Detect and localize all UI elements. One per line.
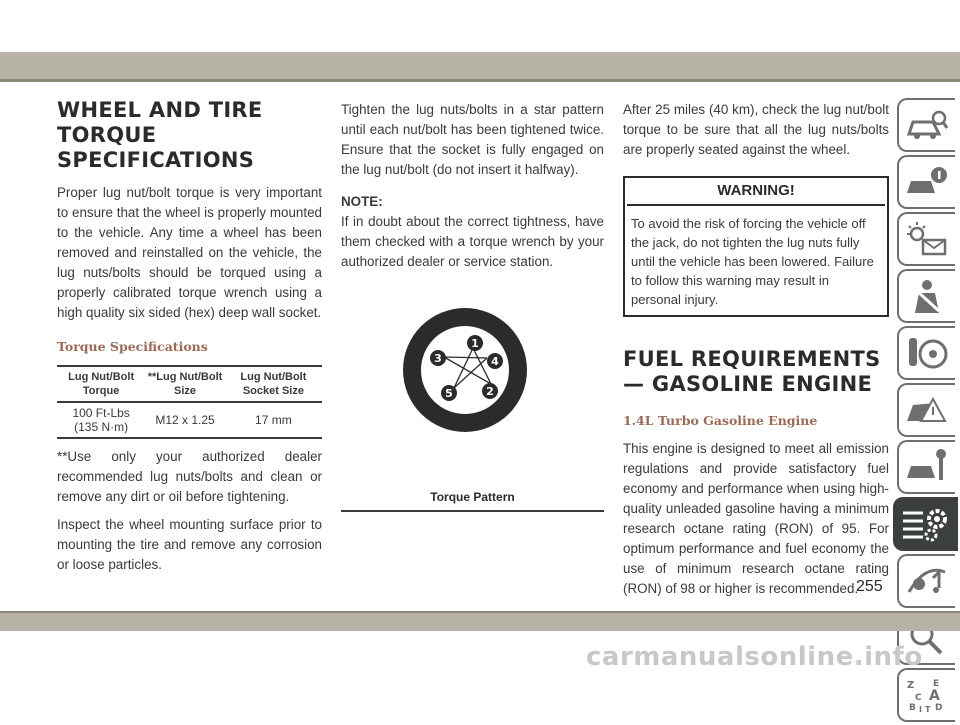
torque-pattern-figure <box>341 290 604 512</box>
tab-car-search[interactable] <box>897 98 955 152</box>
svg-text:3: 3 <box>434 352 442 365</box>
seatbelt-icon <box>905 277 949 315</box>
lug-bolt-1 <box>467 335 483 351</box>
table-cell: 17 mm <box>225 402 322 438</box>
note-label: NOTE: <box>341 194 383 209</box>
wheel-torque-diagram <box>341 290 604 480</box>
lug-bolt-5 <box>441 385 457 401</box>
steering-wheel-icon <box>905 334 949 372</box>
lug-bolt-4 <box>487 353 503 369</box>
svg-text:1: 1 <box>471 337 479 350</box>
svg-text:C: C <box>915 693 922 703</box>
tab-car-info[interactable] <box>897 155 955 209</box>
top-band-line <box>0 79 960 82</box>
svg-text:D: D <box>935 703 943 713</box>
table-cell: 100 Ft-Lbs (135 N·m) <box>57 402 145 438</box>
column-middle <box>341 100 604 280</box>
table-header-row <box>57 366 322 402</box>
alphabet-index-icon <box>905 676 949 714</box>
section-title-torque: WHEEL AND TIRE TORQUE SPECIFICATIONS <box>57 98 263 172</box>
tab-warning-lights[interactable] <box>897 212 955 266</box>
torque-spec-table <box>57 365 322 439</box>
table-cell: M12 x 1.25 <box>145 402 225 438</box>
column-right <box>623 100 889 607</box>
svg-text:T: T <box>925 705 931 714</box>
svg-text:I: I <box>919 705 922 714</box>
car-info-icon <box>905 163 949 201</box>
svg-text:B: B <box>909 703 916 713</box>
svg-text:4: 4 <box>491 355 499 368</box>
warning-lights-icon <box>905 220 949 258</box>
lug-bolt-2 <box>482 383 498 399</box>
figure-caption: Torque Pattern <box>430 490 515 504</box>
multimedia-icon <box>905 562 949 600</box>
tab-steering-wheel[interactable] <box>897 326 955 380</box>
inspect-paragraph: Inspect the wheel mounting surface prior to mounting the tire and remove any corrosion or loose particles. <box>57 517 322 572</box>
car-search-icon <box>905 106 949 144</box>
tab-car-wrench[interactable] <box>897 440 955 494</box>
specs-gear-icon <box>901 505 953 543</box>
tighten-paragraph: Tighten the lug nuts/bolts in a star pattern until each nut/bolt has been tightened twice. Ensure that the socket is fully engaged on the lug nut/bolt (do not insert it halfway). <box>341 102 604 177</box>
table-header: Lug Nut/Bolt Socket Size <box>225 366 322 402</box>
lug-bolt-3 <box>430 350 446 366</box>
bottom-band <box>0 613 960 631</box>
table-header: Lug Nut/Bolt Torque <box>57 366 145 402</box>
svg-text:E: E <box>933 679 940 689</box>
tab-multimedia[interactable] <box>897 554 955 608</box>
svg-text:5: 5 <box>445 387 453 400</box>
car-wrench-icon <box>905 448 949 486</box>
table-header: **Lug Nut/Bolt Size <box>145 366 225 402</box>
engine-paragraph: This engine is designed to meet all emission regulations and provide satisfactory fuel economy and performance when using high-quality unleaded gasoline having a minimum research octane rating (RON) of 95. For optimum performance and fuel economy the use of minimum research octane rating (RON) of 98 or higher is recommended. <box>623 441 889 596</box>
page-number: 255 <box>856 578 883 595</box>
section-title-fuel: FUEL REQUIREMENTS — GASOLINE ENGINE <box>623 347 881 396</box>
warning-box <box>623 176 889 317</box>
after-paragraph: After 25 miles (40 km), check the lug nut/bolt torque to be sure that all the lug nuts/bolts are properly seated against the wheel. <box>623 102 889 157</box>
torque-subtitle: Torque Specifications <box>57 339 208 354</box>
tab-technical-specifications[interactable] <box>893 497 958 551</box>
car-hazard-icon <box>905 391 949 429</box>
warning-body: To avoid the risk of forcing the vehicle off the jack, do not tighten the lug nuts fully until the vehicle has been lowered. Failure to follow this warning may result in personal injury. <box>631 216 874 307</box>
table-footnote: **Use only your authorized dealer recommended lug nuts/bolts and clean or remove any dirt or oil before tightening. <box>57 449 322 504</box>
top-band <box>0 52 960 79</box>
note-paragraph: If in doubt about the correct tightness, have them checked with a torque wrench by your authorized dealer or service station. <box>341 214 604 269</box>
svg-text:Z: Z <box>907 680 915 691</box>
tab-alphabet-index[interactable] <box>897 668 955 722</box>
column-left <box>57 98 322 583</box>
watermark: carmanualsonline.info <box>586 642 923 672</box>
wheel-rim <box>421 326 509 414</box>
warning-title: WARNING! <box>627 178 885 206</box>
svg-text:2: 2 <box>486 385 494 398</box>
torque-intro: Proper lug nut/bolt torque is very important to ensure that the wheel is properly mounted to the vehicle. Any time a wheel has been removed and reinstalled on the vehicle, the lug nuts/bolts should be torqued using a properly calibrated torque wrench using a high quality six sided (hex) deep wall socket. <box>57 185 322 320</box>
table-row <box>57 402 322 438</box>
engine-subtitle: 1.4L Turbo Gasoline Engine <box>623 413 818 428</box>
tab-seatbelt[interactable] <box>897 269 955 323</box>
svg-text:A: A <box>929 688 940 704</box>
tab-car-hazard[interactable] <box>897 383 955 437</box>
